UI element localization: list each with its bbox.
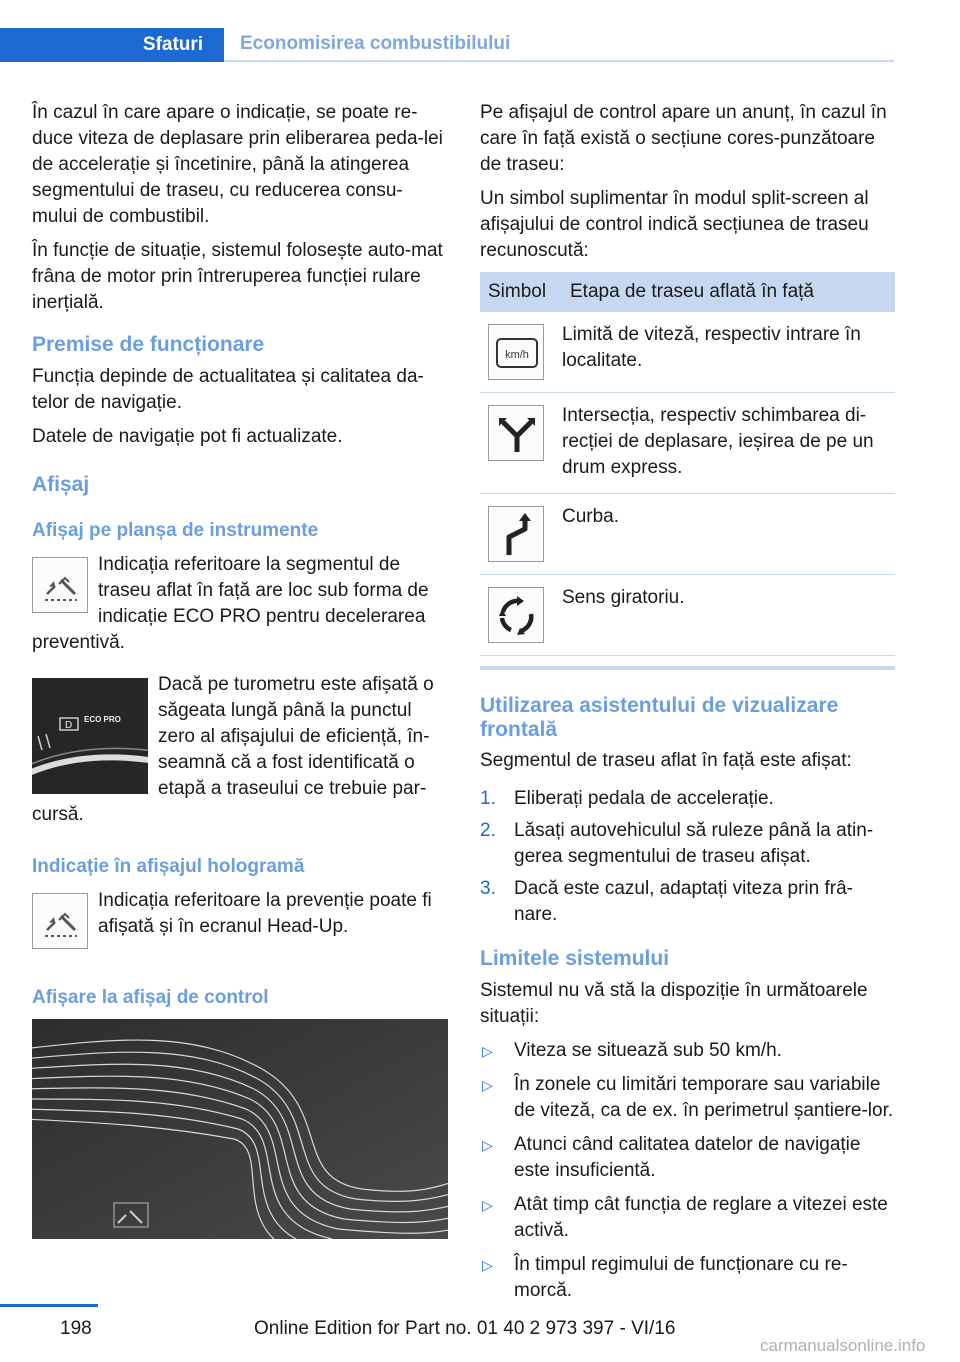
table-cell-text: Curba. xyxy=(562,494,895,575)
svg-text:km/h: km/h xyxy=(505,349,529,361)
page-header xyxy=(0,28,960,62)
table-bottom-rule xyxy=(480,666,895,670)
tachometer-description: Dacă pe turometru este afișată o săgeata lungă până la punctul zero al afișajului de eficiență, în-seamnă că a fost identificată o etapă a traseului ce trebuie par-cursă. xyxy=(32,674,434,825)
steps-list xyxy=(480,786,895,928)
list-item xyxy=(480,1038,895,1064)
instrument-eco-block xyxy=(32,552,448,656)
instrument-description: Indicația referitoare la segmentul de traseu aflat în față are loc sub forma de indicație ECO PRO pentru decelerarea preventivă. xyxy=(32,554,429,653)
right-column xyxy=(480,100,895,1312)
table-header-stage: Etapa de traseu aflată în față xyxy=(562,272,895,312)
eco-pro-label: ECO PRO xyxy=(84,715,121,724)
list-item xyxy=(480,1252,895,1304)
heading-hud-usage: Utilizarea asistentului de vizualizare frontală xyxy=(480,694,839,741)
header-tab-sfaturi[interactable]: Sfaturi xyxy=(122,28,224,62)
list-item xyxy=(480,1072,895,1124)
table-row xyxy=(480,575,895,656)
table-cell-symbol xyxy=(480,575,562,656)
paragraph: Sistemul nu vă stă la dispoziție în următoarele situații: xyxy=(480,980,868,1027)
bullet-text: Atunci când calitatea datelor de navigație este insuficientă. xyxy=(514,1134,861,1181)
bullet-triangle-icon: ▷ xyxy=(482,1043,493,1059)
header-divider xyxy=(224,60,894,62)
table-cell-symbol xyxy=(480,494,562,575)
heading-instrument-panel: Afișaj pe planșa de instrumente xyxy=(32,520,319,541)
paragraph: Pe afișajul de control apare un anunț, în cazul în care în față există o secțiune cores-punzătoare de traseu: xyxy=(480,102,887,175)
bullet-text: În timpul regimului de funcționare cu re-morcă. xyxy=(514,1254,848,1301)
bullet-triangle-icon: ▷ xyxy=(482,1197,493,1213)
page-number: 198 xyxy=(60,1318,92,1339)
bullet-triangle-icon: ▷ xyxy=(482,1077,493,1093)
bullet-text: În zonele cu limitări temporare sau variabile de viteză, ca de ex. în perimetrul șantiere-lor. xyxy=(514,1074,894,1121)
bullet-triangle-icon: ▷ xyxy=(482,1257,493,1273)
footer-watermark: carmanualsonline.info xyxy=(760,1336,926,1355)
route-symbol-table xyxy=(480,272,895,656)
hologram-description: Indicația referitoare la prevenție poate fi afișată și în ecranul Head-Up. xyxy=(98,890,432,937)
heading-system-limits: Limitele sistemului xyxy=(480,947,670,970)
eco-pro-decel-icon xyxy=(32,893,88,949)
curve-arrow-icon xyxy=(488,506,544,562)
page-number-rule xyxy=(0,1304,98,1307)
step-number: 3. xyxy=(480,878,496,899)
roundabout-icon xyxy=(488,587,544,643)
limits-list xyxy=(480,1038,895,1304)
gear-indicator: D xyxy=(65,720,73,731)
step-number: 2. xyxy=(480,820,496,841)
tachometer-block xyxy=(32,672,448,828)
hologram-block xyxy=(32,888,448,940)
bullet-text: Viteza se situează sub 50 km/h. xyxy=(514,1040,782,1061)
paragraph: În funcție de situație, sistemul folosește auto-mat frâna de motor prin întreruperea funcției rulare inerțială. xyxy=(32,240,443,313)
tachometer-eco-pro-photo xyxy=(32,678,148,794)
list-item xyxy=(480,818,895,870)
paragraph: Un simbol suplimentar în modul split-screen al afișajului de control indică secțiunea de traseu recunoscută: xyxy=(480,188,869,261)
list-item xyxy=(480,876,895,928)
step-text: Dacă este cazul, adaptați viteza prin frâ-nare. xyxy=(514,878,854,925)
table-row xyxy=(480,494,895,575)
list-item xyxy=(480,1132,895,1184)
bullet-text: Atât timp cât funcția de reglare a vitezei este activă. xyxy=(514,1194,888,1241)
step-text: Lăsați autovehiculul să ruleze până la atin-gerea segmentului de traseu afișat. xyxy=(514,820,874,867)
table-header-row xyxy=(480,272,895,312)
list-item xyxy=(480,1192,895,1244)
step-number: 1. xyxy=(480,788,496,809)
bullet-triangle-icon: ▷ xyxy=(482,1137,493,1153)
heading-control-display: Afișare la afișaj de control xyxy=(32,987,269,1008)
step-text: Eliberați pedala de accelerație. xyxy=(514,788,774,809)
heading-afisaj: Afișaj xyxy=(32,473,90,496)
header-section-title[interactable]: Economisirea combustibilului xyxy=(240,33,511,54)
heading-premise: Premise de funcționare xyxy=(32,333,265,356)
table-header-symbol: Simbol xyxy=(480,272,562,312)
table-cell-symbol xyxy=(480,393,562,494)
intersection-fork-icon xyxy=(488,405,544,461)
table-cell-symbol xyxy=(480,312,562,393)
table-row xyxy=(480,393,895,494)
header-accent-bar xyxy=(0,28,122,62)
paragraph: În cazul în care apare o indicație, se poate re-duce viteza de deplasare prin eliberarea peda-lei de accelerație și încetinire, până la atingerea segmentului de traseu, cu reducerea consu-mului de combustibil. xyxy=(32,102,443,227)
table-cell-text: Sens giratoriu. xyxy=(562,575,895,656)
footer-edition: Online Edition for Part no. 01 40 2 973 397 - VI/16 xyxy=(254,1318,676,1339)
paragraph: Segmentul de traseu aflat în față este afișat: xyxy=(480,750,852,771)
speed-limit-kmh-icon xyxy=(488,324,544,380)
control-display-route-photo xyxy=(32,1019,448,1239)
eco-pro-decel-icon xyxy=(32,557,88,613)
paragraph: Funcția depinde de actualitatea și calitatea da-telor de navigație. xyxy=(32,366,424,413)
paragraph: Datele de navigație pot fi actualizate. xyxy=(32,426,343,447)
table-cell-text: Limită de viteză, respectiv intrare în localitate. xyxy=(562,312,895,393)
heading-hologram: Indicație în afișajul hologramă xyxy=(32,856,305,877)
table-row xyxy=(480,312,895,393)
table-cell-text: Intersecția, respectiv schimbarea di-recției de deplasare, ieșirea de pe un drum express. xyxy=(562,393,895,494)
list-item xyxy=(480,786,895,812)
left-column xyxy=(32,100,448,1239)
